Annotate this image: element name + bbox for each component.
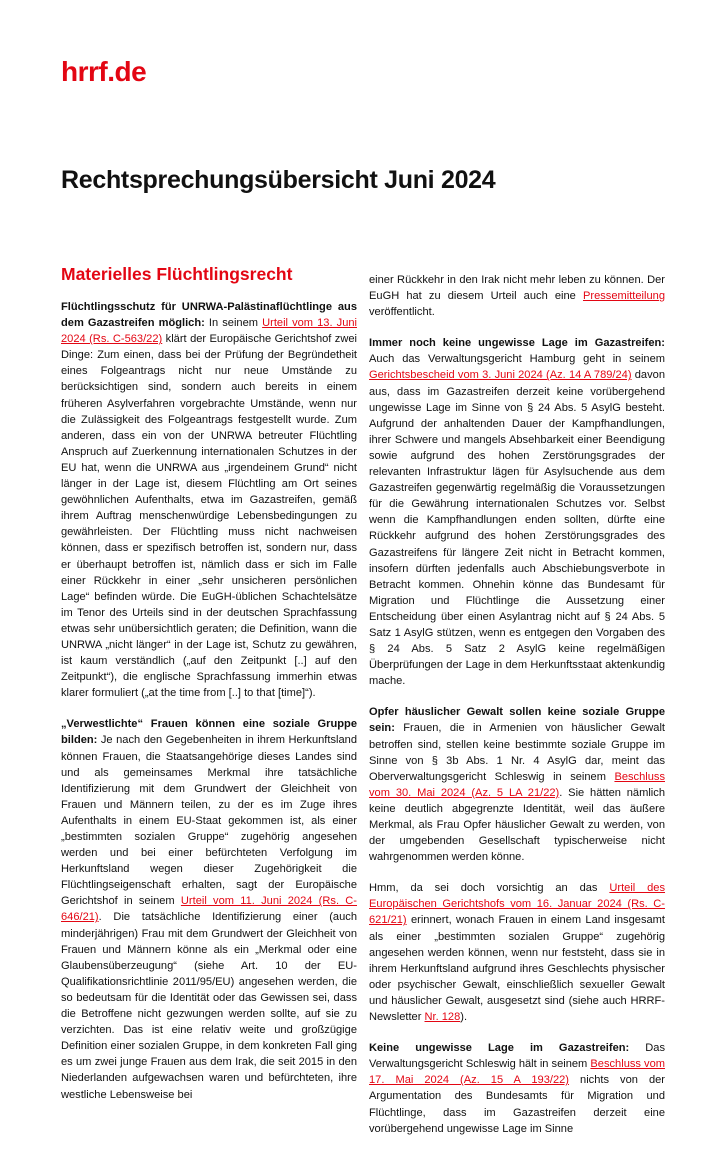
link-urteil-c-563-22[interactable]: Urteil vom 13. Juni 2024 (Rs. C-563/22) [61, 317, 357, 346]
link-gerichtsbescheid-14-a-789-24[interactable]: Gerichtsbescheid vom 3. Juni 2024 (Az. 14 A 789/24) [369, 369, 632, 382]
article-lead: Opfer häuslicher Gewalt sollen keine soziale Gruppe sein: [369, 706, 665, 735]
link-beschluss-15-a-193-22[interactable]: Beschluss vom 17. Mai 2024 (Az. 15 A 193/22) [369, 1058, 665, 1087]
article-eugh-reminder: Hmm, da sei doch vorsichtig an das Urteil des Europäischen Gerichtshofs vom 16. Januar 2024 (Rs. C-621/21) erinnert, wonach Frauen in einem Land insgesamt als einer „bestimmten sozialen Gruppe“ zugehörig angesehen werden können, wenn nur feststeht, dass sie in ihrem Herkunftsland aufgrund ihres Geschlechts physischer oder psychischer Gewalt, einschließlich sexueller Gewalt und häuslicher Gewalt, ausgesetzt sind (siehe auch HRRF-Newsletter Nr. 128). [369, 882, 666, 1024]
article-lead: Keine ungewisse Lage im Gazastreifen: [369, 1042, 630, 1055]
section-heading: Materielles Flüchtlingsrecht [61, 264, 293, 284]
article-continuation: einer Rückkehr in den Irak nicht mehr leben zu können. Der EuGH hat zu diesem Urteil auch eine Pressemitteilung veröffentlicht. [369, 274, 665, 319]
article-haeusliche-gewalt: Opfer häuslicher Gewalt sollen keine soziale Gruppe sein: Frauen, die in Armenien von häuslicher Gewalt betroffen sind, stellen keine bestimmte soziale Gruppe im Sinne von § 3b Abs. 1 Nr. 4 AsylG dar, meint das Oberverwaltungsgericht Schleswig in seinem Beschluss vom 30. Mai 2024 (Az. 5 LA 21/22). Sie hätten nämlich keine deutlich abgegrenzte Identität, weil das äußere Merkmal, als Frau Opfer häuslicher Gewalt zu werden, von der umgebenden Gesellschaft typischerweise nicht wahrgenommen werden könne. [369, 706, 665, 864]
link-pressemitteilung[interactable]: Pressemitteilung [582, 290, 665, 303]
article-lead: Immer noch keine ungewisse Lage im Gazastreifen: [369, 337, 665, 350]
site-logo[interactable]: hrrf.de [61, 56, 147, 87]
link-newsletter-128[interactable]: Nr. 128 [424, 1011, 461, 1024]
link-urteil-c-646-21[interactable]: Urteil vom 11. Juni 2024 (Rs. C-646/21) [61, 895, 357, 924]
right-column [369, 272, 665, 1152]
article-gaza-schleswig: Keine ungewisse Lage im Gazastreifen: Das Verwaltungsgericht Schleswig hält in seinem Beschluss vom 17. Mai 2024 (Az. 15 A 193/22) nichts von der Argumentation des Bundesamts für Migration und Flüchtlinge, dass im Gazastreifen derzeit eine vorübergehend ungewisse Lage im Sinne [369, 1042, 666, 1135]
article-lead: „Verwestlichte“ Frauen können eine soziale Gruppe bilden: [61, 718, 357, 747]
article-unrwa: Flüchtlingsschutz für UNRWA-Palästinaflüchtlinge aus dem Gazastreifen möglich: In seinem Urteil vom 13. Juni 2024 (Rs. C-563/22) klärt der Europäische Gerichtshof zwei Dinge: Zum einen, dass bei der Prüfung der Begründetheit eines Folgeantrags nicht nur neue Umstände zu berücksichtigen sind, sondern auch bereits in einem früheren Asylverfahren vorgebrachte Umstände, wenn nur die Zulässigkeit des Folgeantrags festgestellt wurde. Zum anderen, dass ein von der UNRWA betreuter Flüchtling Anspruch auf Zuerkennung internationalen Schutzes in der EU hat, wenn die UNRWA aus „irgendeinem Grund“ nicht länger in der Lage ist, diesem Flüchtling am Ort seines gewöhnlichen Aufenthalts, etwa im Gazastreifen, gemäß ihrem Auftrag menschenwürdige Lebensbedingungen zu gewährleisten. Der Flüchtling muss nicht nachweisen können, dass er spezifisch betroffen ist, sondern nur, dass er überhaupt betroffen ist, nämlich dass er sich im Falle einer Rückkehr in einer „sehr unsicheren persönlichen Lage“ befinden würde. Die EuGH-üblichen Schachtelsätze im Tenor des Urteils sind in der deutschen Sprachfassung etwas sehr unübersichtlich geraten; die Definition, wann die UNRWA „nicht länger“ in der Lage ist, Schutz zu gewähren, ist kaum verständlich („auf den Zeitpunkt [..] auf den Zeitpunkt“), die englische Sprachfassung immerhin etwas klarer formuliert („at the time from [..] to that [time]“). [61, 301, 358, 700]
page-title: Rechtsprechungsübersicht Juni 2024 [61, 166, 496, 194]
article-gaza-hamburg: Immer noch keine ungewisse Lage im Gazastreifen: Auch das Verwaltungsgericht Hamburg geht in seinem Gerichtsbescheid vom 3. Juni 2024 (Az. 14 A 789/24) davon aus, dass im Gazastreifen derzeit keine vorübergehend ungewisse Lage im Sinne von § 24 Abs. 5 AsylG besteht. Aufgrund der anhaltenden Dauer der Kampfhandlungen, ihrer Schwere und mangels Absehbarkeit einer Beendigung sowie aufgrund des hohen Zerstörungsgrades der relevanten Infrastruktur lägen für Asylsuchende aus dem Gazastreifen gegenwärtig regelmäßig die Voraussetzungen für die Gewährung internationalen Schutzes vor. Selbst wenn die Kampfhandlungen enden sollten, dürfte eine Rückkehr aufgrund des hohen Zerstörungsgrades des Gazastreifens für längere Zeit nicht in Betracht kommen, insofern dürften jedenfalls auch Abschiebungsverbote in Betracht kommen. Ohnehin könne das Bundesamt für Migration und Flüchtlinge die Aussetzung einer Entscheidung über einen Asylantrag nicht auf § 24 Abs. 5 Satz 1 AsylG stützen, wenn es entgegen den Vorgaben des § 24 Abs. 5 Satz 2 AsylG keine regelmäßigen Überprüfungen der Lage in dem Herkunftsstaat aktenkundig mache. [369, 337, 665, 688]
link-beschluss-5-la-21-22[interactable]: Beschluss vom 30. Mai 2024 (Az. 5 LA 21/22) [369, 770, 665, 799]
link-urteil-c-621-21[interactable]: Urteil des Europäischen Gerichtshofs vom 16. Januar 2024 (Rs. C-621/21) [369, 882, 666, 927]
left-column [61, 264, 357, 1118]
article-lead: Flüchtlingsschutz für UNRWA-Palästinaflüchtlinge aus dem Gazastreifen möglich: [61, 301, 357, 330]
article-verwestlichte-frauen: „Verwestlichte“ Frauen können eine soziale Gruppe bilden: Je nach den Gegebenheiten in ihrem Herkunftsland können Frauen, die Staatsangehörige dieses Landes sind und als gemeinsames Merkmal ihre tatsächliche Identifizierung mit dem Grundwert der Gleichheit von Frauen und Männern teilen, zu der es im Zuge ihres Aufenthalts in einem EU-Staat gekommen ist, als einer „bestimmten sozialen Gruppe“ zugehörig angesehen werden und bei einer befürchteten Verfolgung im Herkunftsland wegen dieser Zugehörigkeit die Flüchtlingseigenschaft erhalten, sagt der Europäische Gerichtshof in seinem Urteil vom 11. Juni 2024 (Rs. C-646/21). Die tatsächliche Identifizierung einer (auch minderjährigen) Frau mit dem Grundwert der Gleichheit von Frauen und Männern könne als ein „Merkmal oder eine Glaubensüberzeugung“ (siehe Art. 10 der EU-Qualifikationsrichtlinie 2011/95/EU) angesehen werden, die so bedeutsam für die Identität oder das Gewissen sei, dass die Betroffene nicht gezwungen werden sollte, auf sie zu verzichten. Das ist eine relativ weite und großzügige Definition einer sozialen Gruppe, in dem konkreten Fall ging es um zwei junge Frauen aus dem Irak, die seit 2015 in den Niederlanden aufgewachsen waren und befürchteten, ihre westliche Lebensweise bei [61, 718, 357, 1101]
